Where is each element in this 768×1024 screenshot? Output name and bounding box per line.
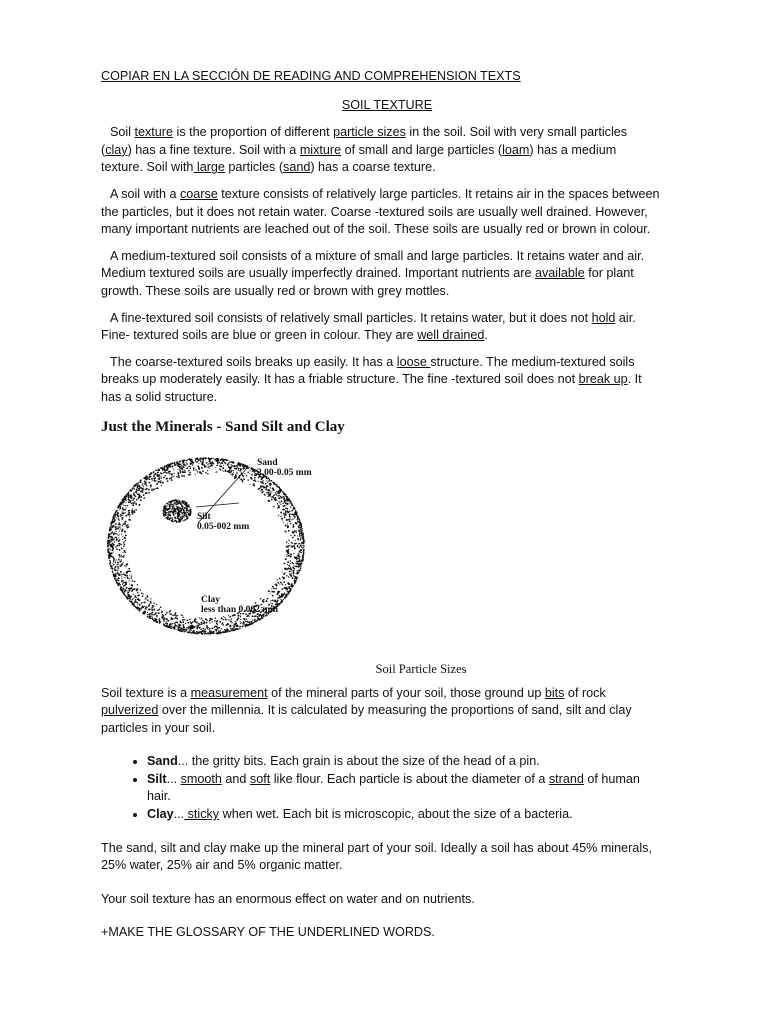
paragraph-7: The sand, silt and clay make up the mineral part of your soil. Ideally a soil has about 45% minerals, 25% water, 25% air and 5% organic matter. (101, 840, 652, 873)
sand-label: Sand 2.00-0.05 mm (257, 457, 312, 478)
soil-particle-diagram (101, 437, 661, 657)
silt-label: Silt 0.05-002 mm (197, 511, 250, 532)
sand-leader-line (196, 503, 239, 507)
list-item-silt: • Silt... smooth and soft like flour. Each particle is about the diameter of a strand of human hair. (147, 771, 661, 806)
paragraph-4: A fine-textured soil consists of relatively small particles. It retains water, but it does not hold air. Fine- textured soils are blue or green in colour. They are well drained. (101, 310, 636, 343)
soil-particle-figure (101, 437, 661, 685)
paragraph-8: Your soil texture has an enormous effect on water and on nutrients. (101, 891, 475, 906)
document-page (101, 68, 661, 958)
glossary-instruction: +MAKE THE GLOSSARY OF THE UNDERLINED WORDS. (101, 925, 435, 940)
figure-caption: Soil Particle Sizes (375, 661, 467, 676)
document-title: SOIL TEXTURE (341, 97, 433, 112)
section-heading: Just the Minerals - Sand Silt and Clay (101, 418, 345, 435)
paragraph-5: The coarse-textured soils breaks up easily. It has a loose structure. The medium-textured soils breaks up moderately easily. It has a friable structure. The fine -textured soil does not break up. It has a solid structure. (101, 354, 642, 404)
clay-label: Clay less than 0.002 mm (201, 594, 279, 615)
paragraph-3: A medium-textured soil consists of a mixture of small and large particles. It retains water and air. Medium textured soils are usually imperfectly drained. Important nutrients are available for plant growth. These soils are usually red or brown with grey mottles. (101, 248, 645, 298)
paragraph-2: A soil with a coarse texture consists of relatively large particles. It retains air in the spaces between the particles, but it does not retain water. Coarse -textured soils are usually well drained. However, many important nutrients are leached out of the soil. These soils are usually red or brown in colour. (101, 186, 660, 237)
silt-particle-stipple (162, 499, 191, 523)
list-item-clay: • Clay... sticky when wet. Each bit is microscopic, about the size of a bacteria. (147, 806, 661, 824)
particle-list (101, 753, 661, 823)
paragraph-6: Soil texture is a measurement of the mineral parts of your soil, those ground up bits of rock pulverized over the millennia. It is calculated by measuring the proportions of sand, silt and clay particles in your soil. (101, 685, 632, 735)
list-item-sand: • Sand... the gritty bits. Each grain is about the size of the head of a pin. (147, 753, 661, 771)
clay-particle-dot (190, 624, 194, 628)
document-header: COPIAR EN LA SECCIÓN DE READING AND COMPREHENSION TEXTS (101, 69, 521, 83)
paragraph-1: Soil texture is the proportion of different particle sizes in the soil. Soil with very small particles (clay) has a fine texture. Soil with a mixture of small and large particles (loam) has a medium texture. Soil with large particles (sand) has a coarse texture. (101, 125, 628, 175)
